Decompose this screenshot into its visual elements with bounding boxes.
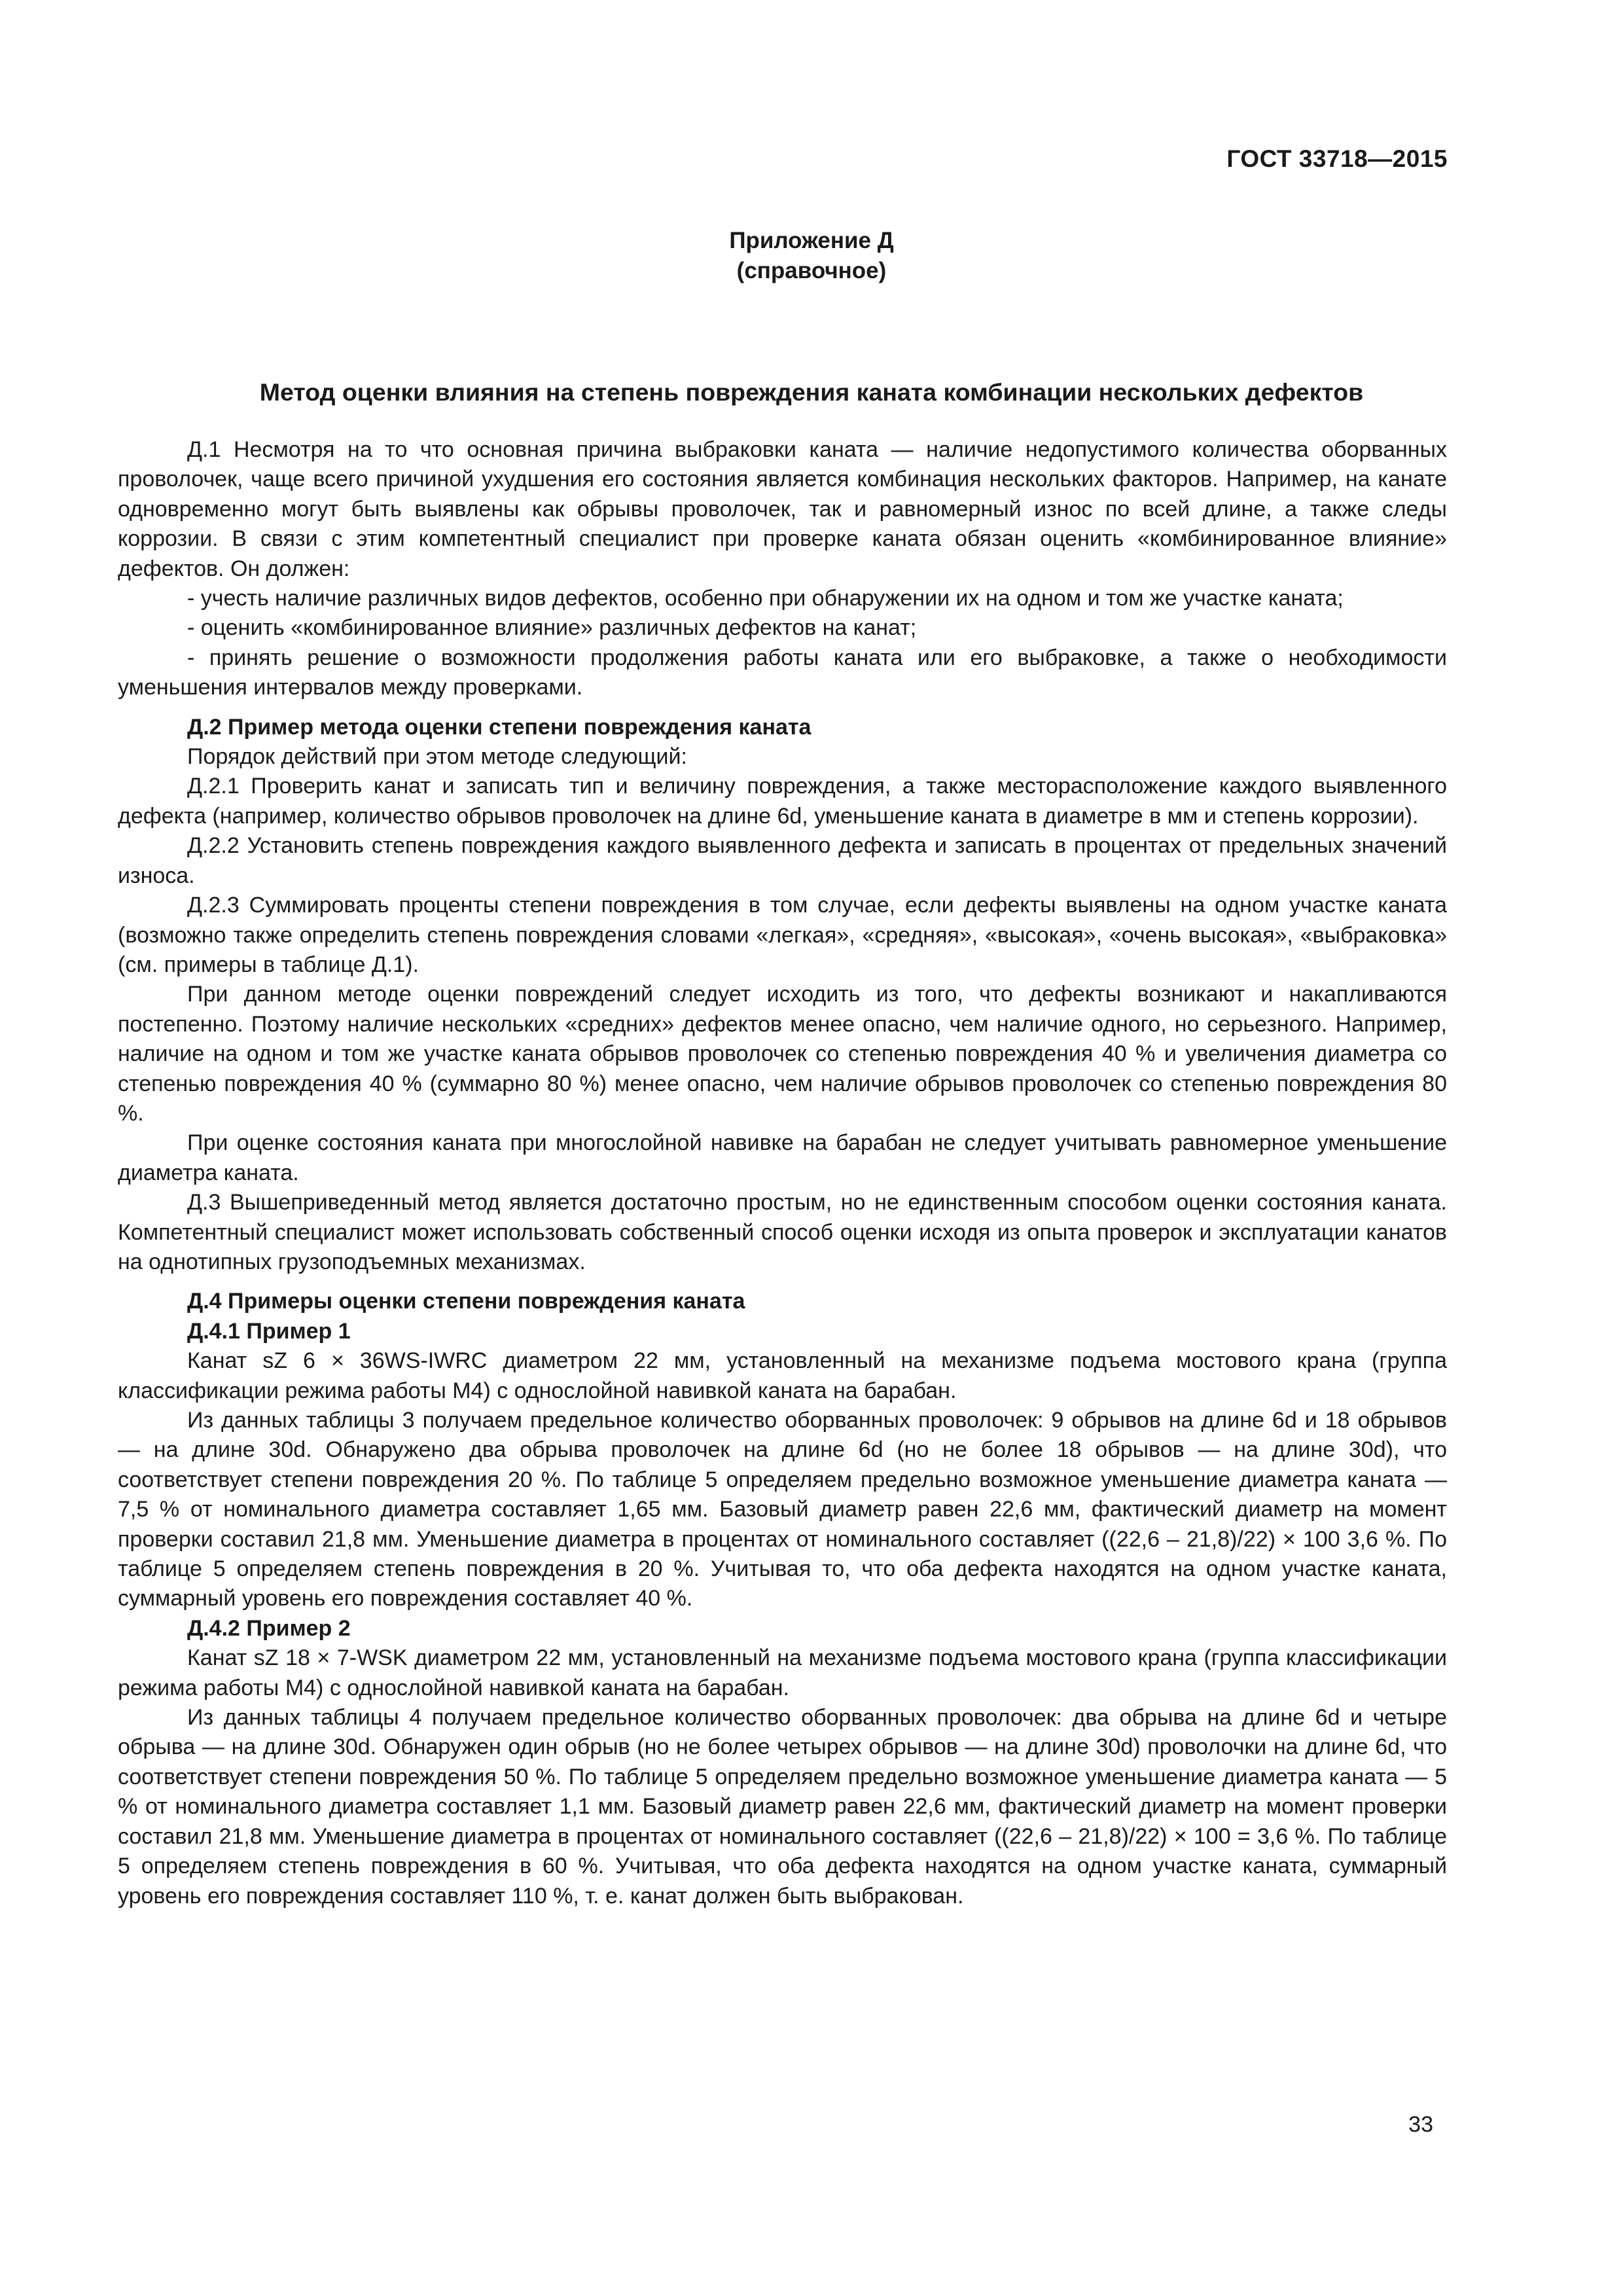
paragraph: При оценке состояния каната при многослойной навивке на барабан не следует учитывать равномерное уменьшение диаметра каната.: [118, 1130, 1447, 1185]
paragraph: Из данных таблицы 4 получаем предельное количество оборванных проволочек: два обрыва на длине 6d и четыре обрыва — на длине 30d. Обнаружен один обрыв (но не более четырех обрывов — на длине 30d) проволочки на длине 6d, что соответствует степени повреждения 50 %. По таблице 5 определяем предельно возможное уменьшение диаметра каната — 5 % от номинального диаметра составляет 1,1 мм. Базовый диаметр равен 22,6 мм, фактический диаметр на момент проверки составил 21,8 мм. Уменьшение диаметра в процентах от номинального составляет ((22,6 – 21,8)/22) × 100 = 3,6 %. По таблице 5 определяем степень повреждения в 60 %. Учитывая, что оба дефекта находятся на одном участке каната, суммарный уровень его повреждения составляет 110 %, т. е. канат должен быть выбракован.: [118, 1705, 1447, 1909]
appendix-title: Метод оценки влияния на степень повреждения каната комбинации нескольких дефектов: [259, 378, 1364, 406]
appendix-label: Приложение Д: [729, 228, 894, 253]
appendix-type: (справочное): [736, 258, 887, 283]
paragraph-d23: Д.2.3 Суммировать проценты степени повреждения в том случае, если дефекты выявлены на одном участке каната (возможно также определить степень повреждения словами «легкая», «средняя», «высокая», «очень высокая», «выбраковка» (см. примеры в таблице Д.1).: [118, 893, 1447, 977]
page-number: 33: [1408, 2112, 1433, 2137]
list-item: - оценить «комбинированное влияние» различных дефектов на канат;: [187, 615, 917, 641]
appendix-heading: [0, 226, 1623, 286]
subsection-heading-d41: Д.4.1 Пример 1: [187, 1318, 351, 1344]
paragraph: Канат sZ 18 × 7-WSK диаметром 22 мм, установленный на механизме подъема мостового крана (группа классификации режима работы М4) с однослойной навивкой каната на барабан.: [118, 1645, 1447, 1700]
section-heading-d2: Д.2 Пример метода оценки степени повреждения каната: [187, 714, 812, 740]
list-item: - принять решение о возможности продолжения работы каната или его выбраковке, а также о необходимости уменьшения интервалов между проверками.: [118, 645, 1447, 700]
paragraph: Канат sZ 6 × 36WS-IWRC диаметром 22 мм, установленный на механизме подъема мостового крана (группа классификации режима работы М4) с однослойной навивкой каната на барабан.: [118, 1348, 1447, 1403]
standard-number: ГОСТ 33718—2015: [1226, 145, 1448, 172]
paragraph: Порядок действий при этом методе следующий:: [187, 744, 687, 770]
paragraph: При данном методе оценки повреждений следует исходить из того, что дефекты возникают и накапливаются постепенно. Поэтому наличие нескольких «средних» дефектов менее опасно, чем наличие одного, но серьезного. Например, наличие на одном и том же участке каната обрывов проволочек со степенью повреждения 40 % и увеличения диаметра со степенью повреждения 40 % (суммарно 80 %) менее опасно, чем наличие обрывов проволочек со степенью повреждения 80 %.: [118, 982, 1447, 1126]
paragraph-d21: Д.2.1 Проверить канат и записать тип и величину повреждения, а также месторасположение каждого выявленного дефекта (например, количество обрывов проволочек на длине 6d, уменьшение каната в диаметре в мм и степень коррозии).: [118, 774, 1447, 829]
subsection-heading-d42: Д.4.2 Пример 2: [187, 1615, 351, 1641]
list-item: - учесть наличие различных видов дефектов, особенно при обнаружении их на одном и том же участке каната;: [187, 586, 1344, 611]
paragraph-d22: Д.2.2 Установить степень повреждения каждого выявленного дефекта и записать в процентах от предельных значений износа.: [118, 833, 1447, 888]
section-heading-d4: Д.4 Примеры оценки степени повреждения каната: [187, 1289, 745, 1314]
document-body: [118, 435, 1447, 1911]
paragraph: Из данных таблицы 3 получаем предельное количество оборванных проволочек: 9 обрывов на длине 6d и 18 обрывов — на длине 30d. Обнаружено два обрыва проволочек на длине 6d (но не более 18 обрывов — на длине 30d), что соответствует степени повреждения 20 %. По таблице 5 определяем предельно возможное уменьшение диаметра каната — 7,5 % от номинального диаметра составляет 1,65 мм. Базовый диаметр равен 22,6 мм, фактический диаметр на момент проверки составил 21,8 мм. Уменьшение диаметра в процентах от номинального составляет ((22,6 – 21,8)/22) × 100 3,6 %. По таблице 5 определяем степень повреждения в 20 %. Учитывая то, что оба дефекта находятся на одном участке каната, суммарный уровень его повреждения составляет 40 %.: [118, 1408, 1447, 1611]
paragraph-d3: Д.3 Вышеприведенный метод является достаточно простым, но не единственным способом оценки состояния каната. Компетентный специалист может использовать собственный способ оценки исходя из опыта проверок и эксплуатации канатов на однотипных грузоподъемных механизмах.: [118, 1190, 1447, 1274]
paragraph-d1: Д.1 Несмотря на то что основная причина выбраковки каната — наличие недопустимого количества оборванных проволочек, чаще всего причиной ухудшения его состояния является комбинация нескольких факторов. Например, на канате одновременно могут быть выявлены как обрывы проволочек, так и равномерный износ по всей длине, а также следы коррозии. В связи с этим компетентный специалист при проверке каната обязан оценить «комбинированное влияние» дефектов. Он должен:: [118, 437, 1447, 581]
